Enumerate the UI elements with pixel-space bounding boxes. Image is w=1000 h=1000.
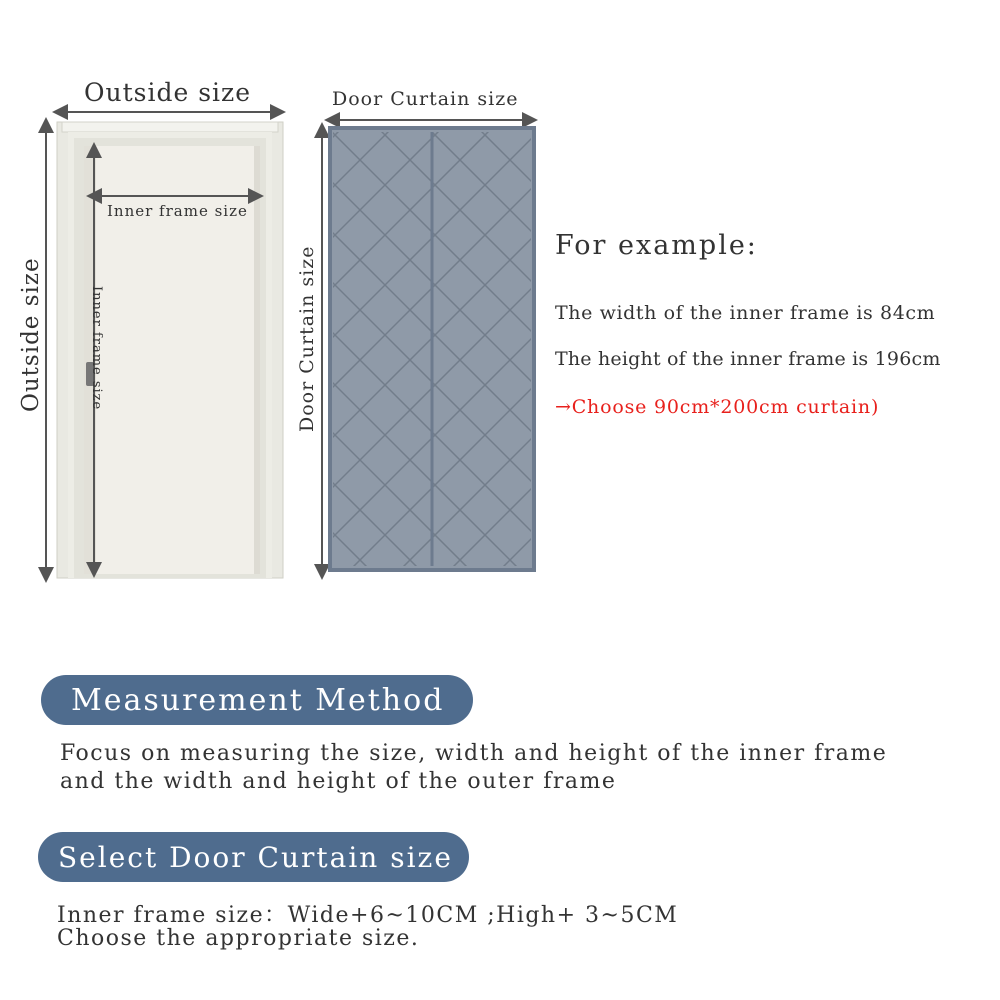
outside-size-top-label: Outside size	[84, 78, 252, 107]
select-line-2: Choose the appropriate size.	[57, 926, 420, 951]
select-size-pill	[38, 832, 469, 882]
measurement-method-pill	[41, 675, 473, 725]
example-width-line: The width of the inner frame is 84cm	[555, 302, 936, 324]
example-heading: For example:	[555, 230, 758, 261]
example-height-line: The height of the inner frame is 196cm	[555, 348, 941, 370]
measurement-method-title: Measurement Method	[71, 682, 445, 718]
outside-size-side-label: Outside size	[18, 257, 44, 412]
inner-frame-size-h-label: Inner frame size	[107, 202, 248, 220]
curtain-side-label: Door Curtain size	[296, 245, 318, 432]
select-line-1: Inner frame size：Wide+6~10CM ;High+ 3~5CM	[57, 903, 679, 928]
example-choose-line: →Choose 90cm*200cm curtain)	[555, 396, 880, 418]
curtain-illustration	[310, 110, 550, 580]
measurement-line-2: and the width and height of the outer frame	[60, 769, 617, 794]
measurement-line-1: Focus on measuring the size, width and height of the inner frame	[60, 741, 888, 766]
inner-frame-size-v-label: Inner frame size	[89, 286, 104, 411]
select-size-title: Select Door Curtain size	[58, 840, 453, 874]
curtain-top-label: Door Curtain size	[332, 88, 519, 110]
door-illustration	[0, 0, 300, 600]
